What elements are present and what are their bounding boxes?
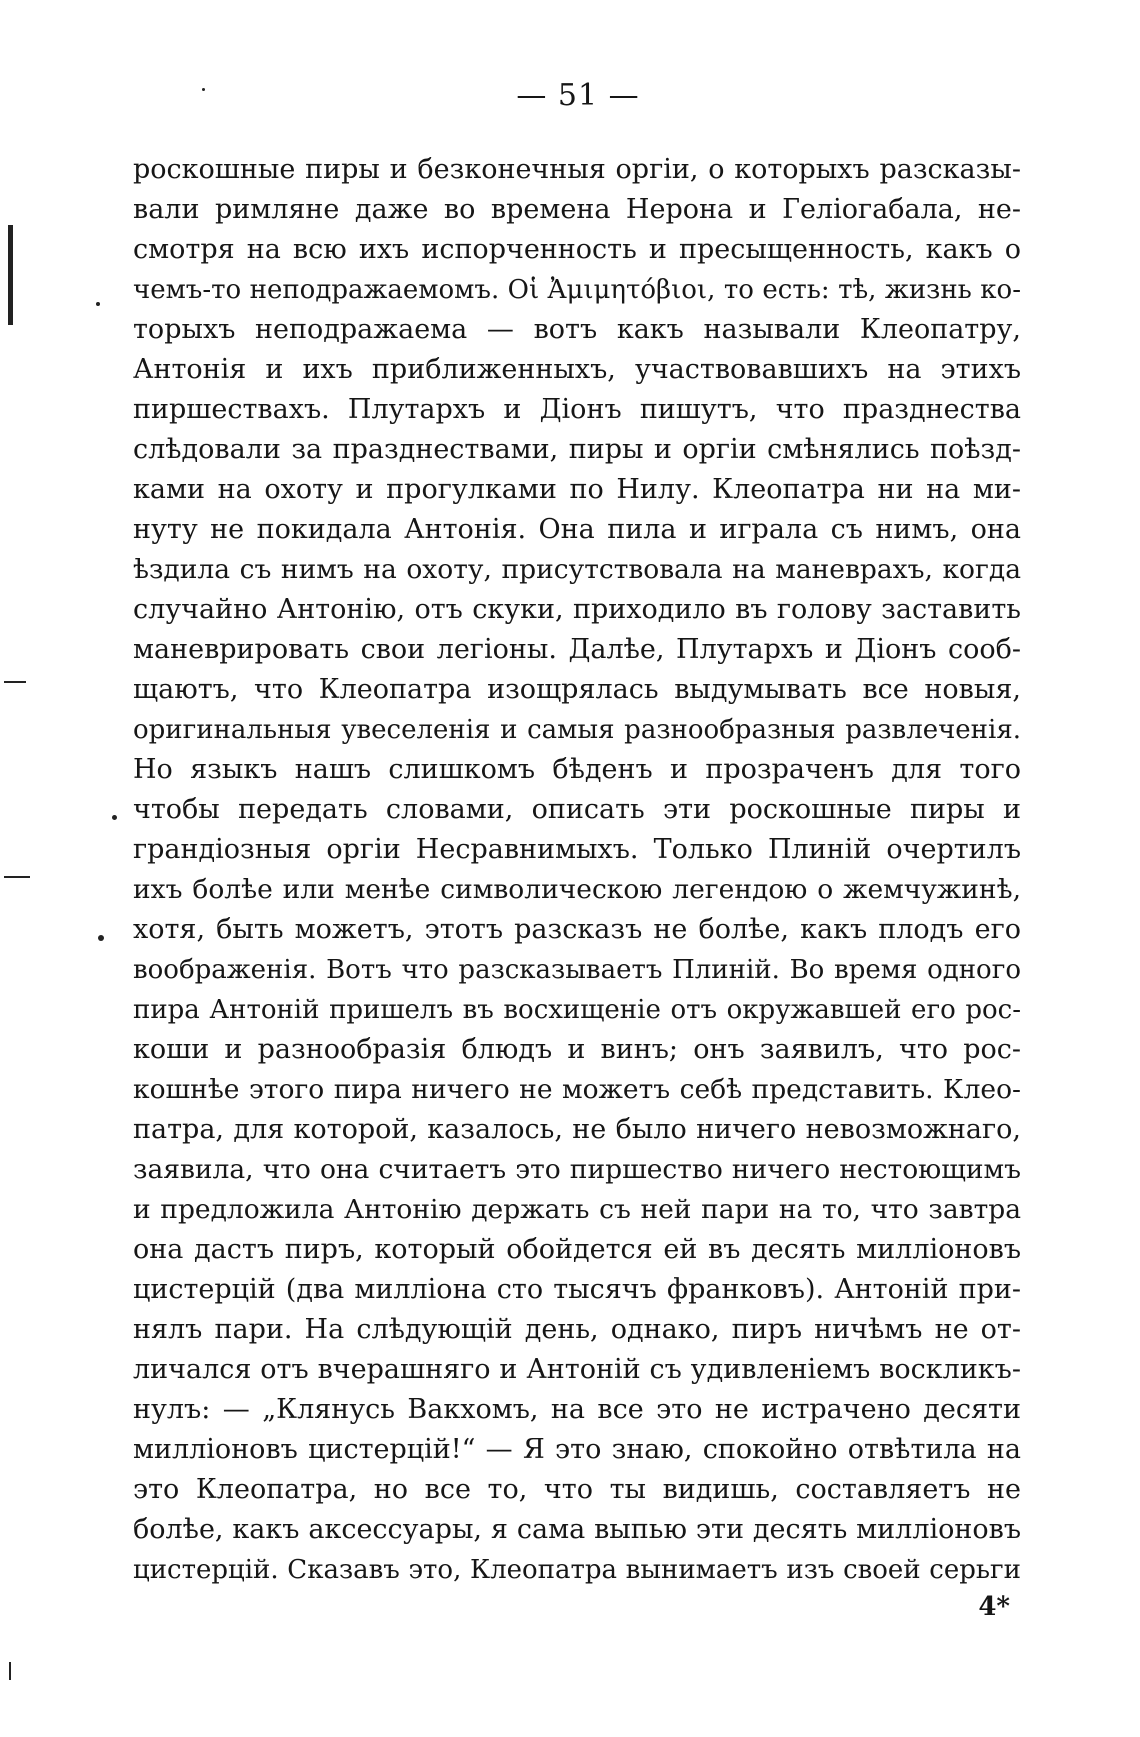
text-line: чемъ-то неподражаемомъ. Οἱ Ἀμιμητόβιοι, то есть: тѣ, жизнь ко- — [133, 275, 1021, 305]
text-line: роскошные пиры и безконечныя оргіи, о которыхъ разсказы- — [133, 154, 1021, 185]
scan-artifact-dot — [202, 88, 205, 91]
text-line: чтобы передать словами, описать эти роскошные пиры и — [133, 794, 1021, 825]
text-line: цистерцій (два милліона сто тысячъ франковъ). Антоній при- — [133, 1274, 1021, 1305]
text-line: цистерцій. Сказавъ это, Клеопатра вынимаетъ изъ своей серьги — [133, 1555, 1021, 1585]
text-line: ками на охоту и прогулками по Нилу. Клеопатра ни на ми- — [133, 474, 1021, 505]
text-line: пиршествахъ. Плутархъ и Діонъ пишутъ, что празднества — [133, 394, 1021, 425]
text-line: Но языкъ нашъ слишкомъ бѣденъ и прозраченъ для того — [133, 754, 1021, 785]
text-line: вали римляне даже во времена Нерона и Геліогабала, не- — [133, 194, 1021, 225]
scan-artifact-dash — [4, 876, 30, 878]
text-line: кошнѣе этого пира ничего не можетъ себѣ представить. Клео- — [133, 1074, 1021, 1105]
text-line: нуту не покидала Антонія. Она пила и играла съ нимъ, она — [133, 514, 1021, 545]
text-line: коши и разнообразія блюдъ и винъ; онъ заявилъ, что рос- — [133, 1034, 1021, 1065]
scan-artifact-dash — [4, 681, 26, 683]
text-line: слѣдовали за празднествами, пиры и оргіи смѣнялись поѣзд- — [133, 434, 1021, 465]
text-line: торыхъ неподражаема — вотъ какъ называли Клеопатру, — [133, 314, 1021, 345]
text-line: пира Антоній пришелъ въ восхищеніе отъ окружавшей его рос- — [133, 995, 1021, 1025]
text-line: оригинальныя увеселенія и самыя разнообразныя развлеченія. — [133, 715, 1021, 745]
scan-artifact-dot — [98, 935, 104, 941]
text-line: заявила, что она считаетъ это пиршество ничего нестоющимъ — [133, 1154, 1021, 1185]
text-line: хотя, быть можетъ, этотъ разсказъ не болѣе, какъ плодъ его — [133, 914, 1021, 945]
body-text — [133, 150, 1021, 1590]
text-line: щаютъ, что Клеопатра изощрялась выдумывать все новыя, — [133, 674, 1021, 705]
text-line: ихъ болѣе или менѣе символическою легендою о жемчужинѣ, — [133, 874, 1021, 905]
text-line: случайно Антонію, отъ скуки, приходило въ голову заставить — [133, 594, 1021, 625]
text-line: маневрировать свои легіоны. Далѣе, Плутархъ и Діонъ сооб- — [133, 634, 1021, 665]
text-line: милліоновъ цистерцій!“ — Я это знаю, спокойно отвѣтила на — [133, 1434, 1021, 1465]
text-line: воображенія. Вотъ что разсказываетъ Плиній. Во время одного — [133, 955, 1021, 985]
text-line: болѣе, какъ аксессуары, я сама выпью эти десять милліоновъ — [133, 1514, 1021, 1545]
text-line: смотря на всю ихъ испорченность и пресыщенность, какъ о — [133, 234, 1021, 265]
scan-artifact-dot — [112, 815, 117, 820]
text-line: личался отъ вчерашняго и Антоній съ удивленіемъ воскликъ- — [133, 1354, 1021, 1385]
text-line: нулъ: — „Клянусь Вакхомъ, на все это не истрачено десяти — [133, 1394, 1021, 1425]
scan-artifact-dot — [96, 302, 100, 306]
scan-artifact-bar — [8, 225, 13, 325]
text-line: патра, для которой, казалось, не было ничего невозможнаго, — [133, 1114, 1021, 1145]
signature-mark: 4* — [978, 1592, 1010, 1622]
text-line: грандіозныя оргіи Несравнимыхъ. Только Плиній очертилъ — [133, 834, 1021, 865]
text-line: и предложила Антонію держать съ ней пари на то, что завтра — [133, 1194, 1021, 1225]
text-line: она дастъ пиръ, который обойдется ей въ десять милліоновъ — [133, 1234, 1021, 1265]
text-line: ѣздила съ нимъ на охоту, присутствовала на маневрахъ, когда — [133, 554, 1021, 585]
page-number: — 51 — — [516, 78, 640, 113]
text-line: нялъ пари. На слѣдующій день, однако, пиръ ничѣмъ не от- — [133, 1314, 1021, 1345]
text-line: Антонія и ихъ приближенныхъ, участвовавшихъ на этихъ — [133, 354, 1021, 385]
scan-artifact-tick — [9, 1662, 11, 1680]
text-line: это Клеопатра, но все то, что ты видишь, составляетъ не — [133, 1474, 1021, 1505]
